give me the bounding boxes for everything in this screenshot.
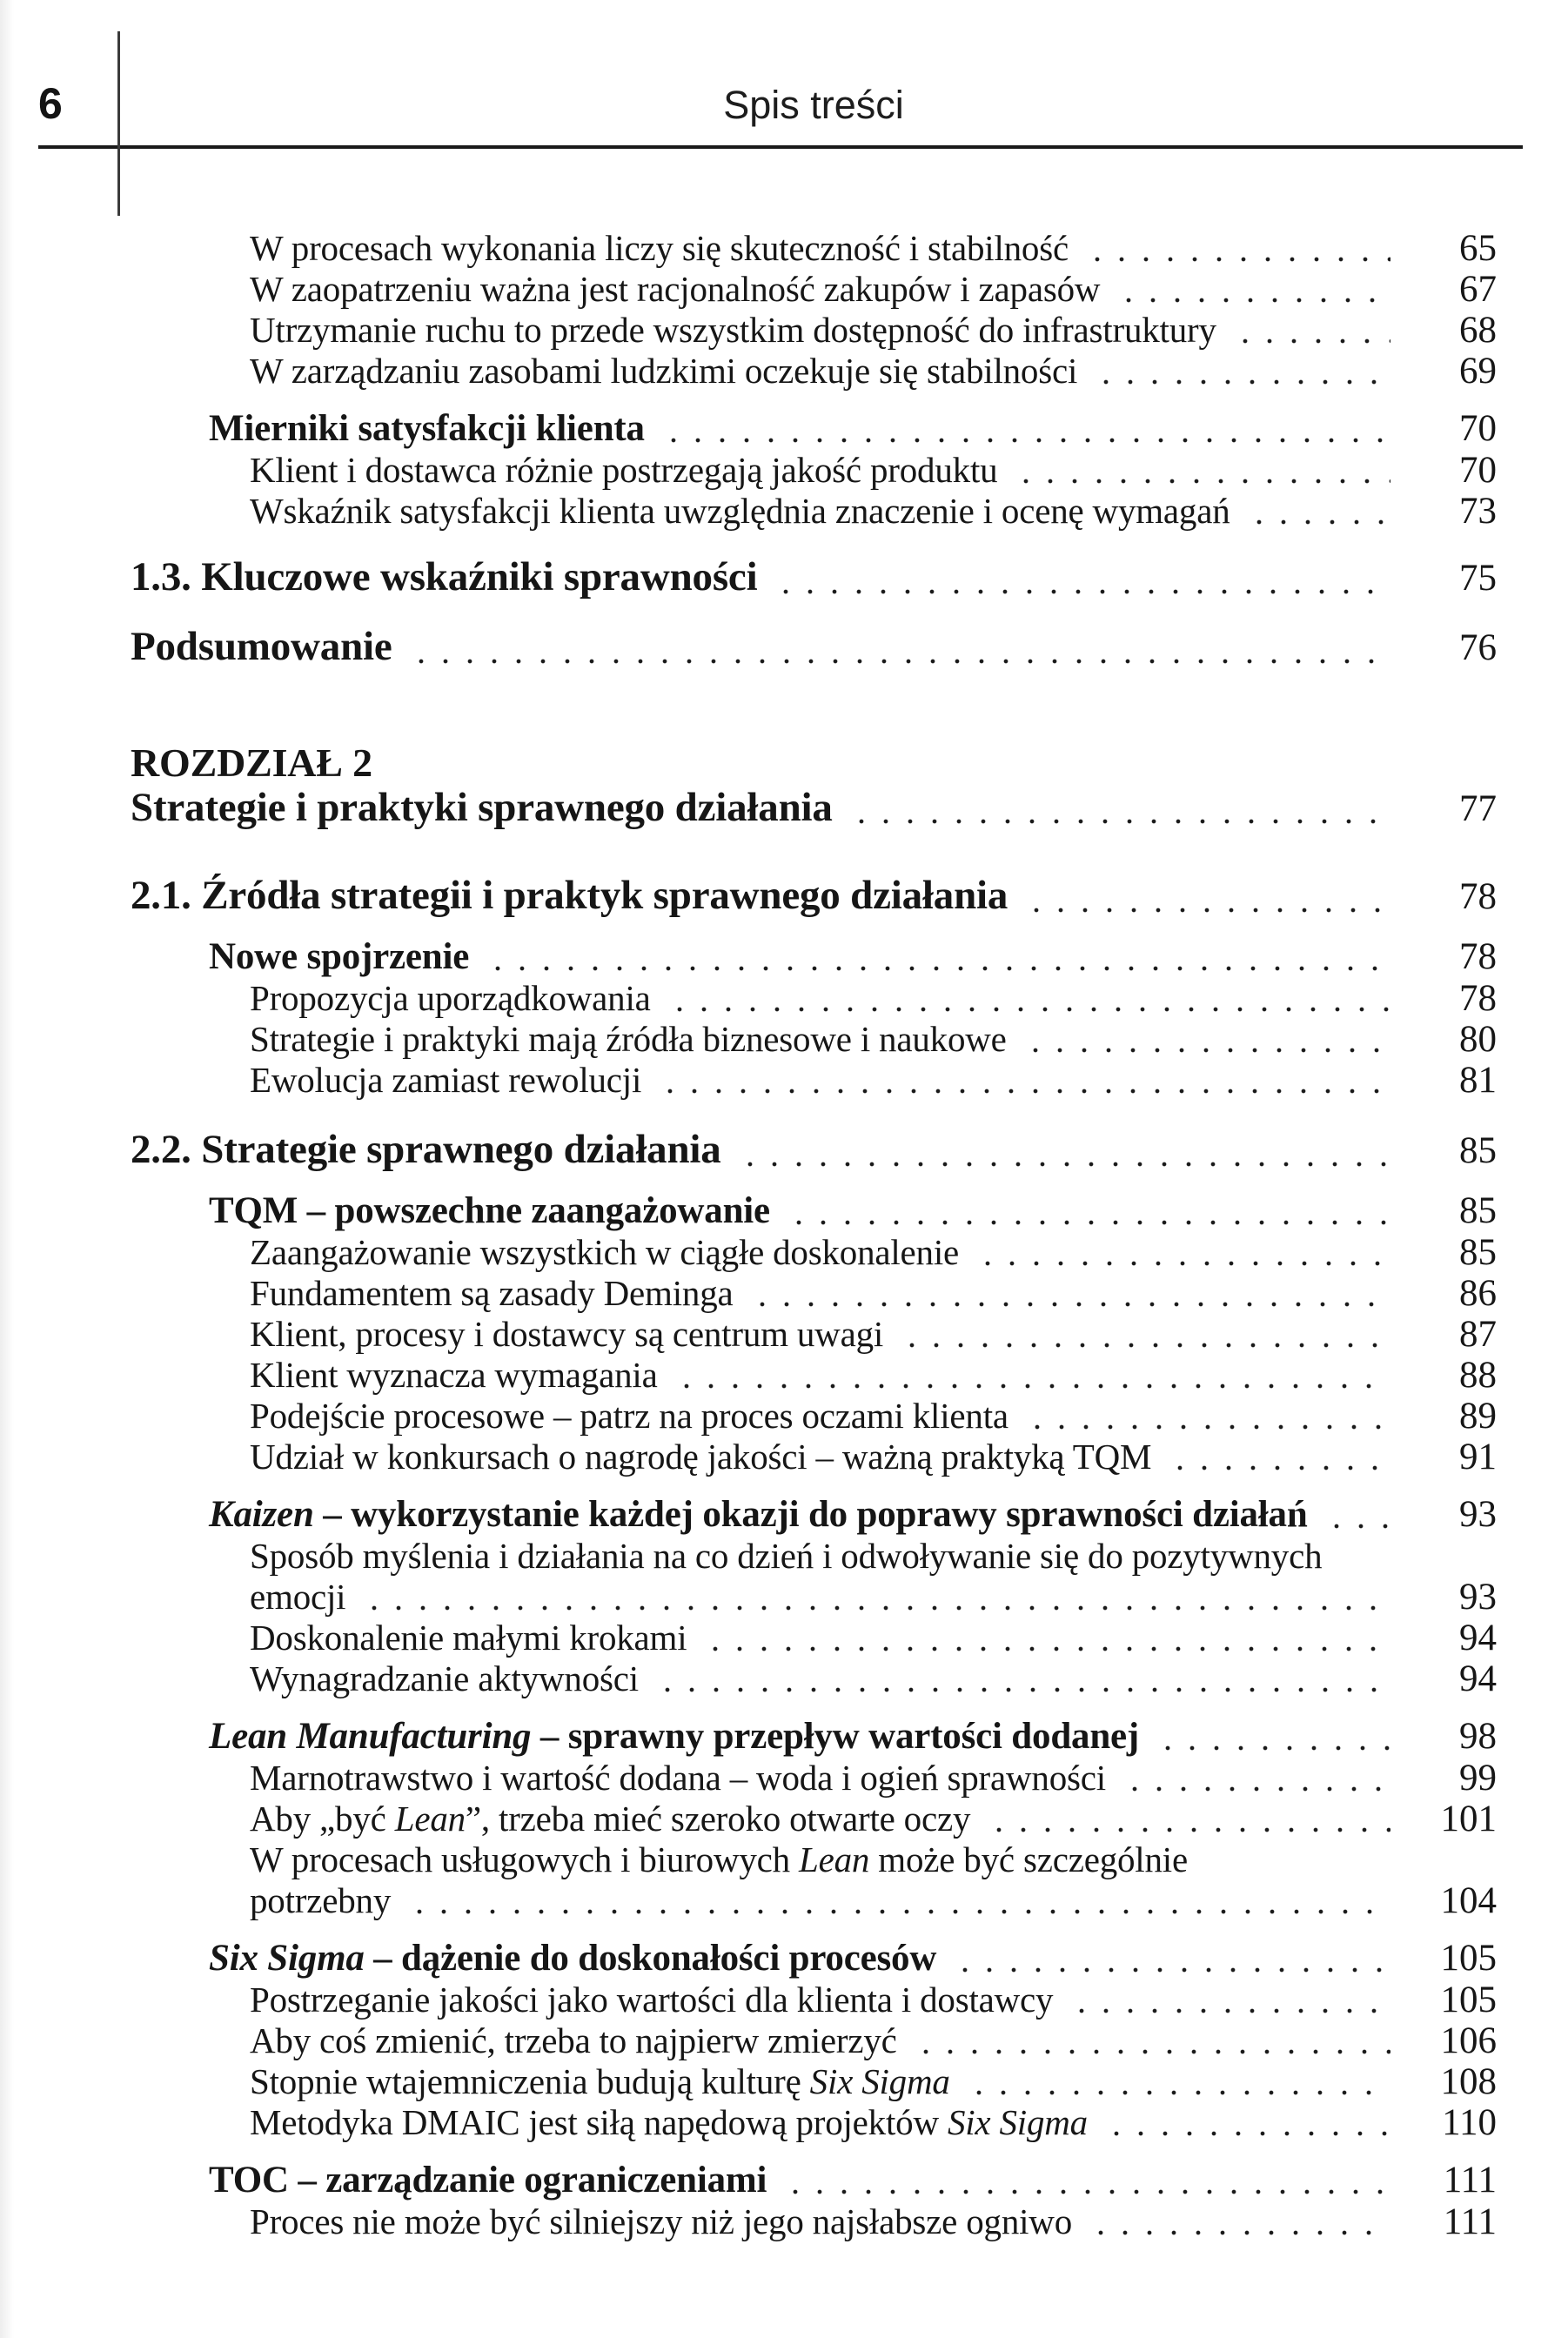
dotted-leader (653, 1083, 1390, 1101)
toc-entry-page-number: 104 (1440, 1880, 1497, 1921)
toc-entry-page-number: 94 (1459, 1618, 1497, 1658)
toc-entry-page-number: 111 (1443, 2201, 1497, 2242)
dotted-leader (733, 1156, 1390, 1174)
toc-entry (131, 624, 1497, 671)
toc-entry-page-number: 78 (1459, 978, 1497, 1019)
toc-entry-page-number: 67 (1459, 269, 1497, 310)
toc-entry-page-number: 110 (1442, 2102, 1497, 2143)
toc-entry (131, 1127, 1497, 1174)
toc-entry-title: Strategie i praktyki mają źródła biznesowe i naukowe (250, 1019, 1007, 1059)
toc-entry-page-number: 80 (1459, 1019, 1497, 1060)
toc-entry (250, 1658, 1497, 1699)
toc-entry (250, 1396, 1497, 1437)
toc-entry-title: Sposób myślenia i działania na co dzień i odwoływanie się do pozytywnych (250, 1536, 1323, 1576)
dotted-leader (1242, 514, 1390, 532)
dotted-leader (1228, 333, 1390, 351)
toc-entry-title: Podsumowanie (131, 624, 392, 669)
dotted-leader (480, 961, 1390, 978)
toc-entry-title: Metodyka DMAIC jest siłą napędową projektów Six Sigma (250, 2102, 1088, 2142)
toc-entry-page-number: 65 (1459, 228, 1497, 269)
toc-entry-title: Strategie i praktyki sprawnego działania (131, 785, 833, 830)
dotted-leader (1099, 2126, 1390, 2143)
dotted-leader (402, 1904, 1390, 1921)
dotted-leader (698, 1641, 1390, 1658)
toc-entry-title: Utrzymanie ruchu to przede wszystkim dostępność do infrastruktury (250, 310, 1216, 350)
toc-entry-title: W zarządzaniu zasobami ludzkimi oczekuje się stabilności (250, 351, 1078, 391)
toc-entry-title: Klient, procesy i dostawcy są centrum uwagi (250, 1314, 884, 1354)
toc-entry (250, 1019, 1497, 1060)
toc-entry-title: emocji (250, 1577, 346, 1617)
toc-entry-title: Klient i dostawca różnie postrzegają jakość produktu (250, 450, 998, 490)
dotted-leader (1018, 1042, 1390, 1060)
dotted-leader (1319, 1518, 1390, 1536)
toc-entry-title: Marnotrawstwo i wartość dodana – woda i ogień sprawności (250, 1758, 1106, 1798)
toc-entry-title: W zaopatrzeniu ważna jest racjonalność zakupów i zapasów (250, 269, 1101, 309)
toc-entry (250, 2102, 1497, 2143)
toc-entry-page-number: 77 (1459, 788, 1497, 829)
toc-entry-page-number: 75 (1459, 558, 1497, 599)
dotted-leader (1008, 473, 1390, 491)
toc-entry-page-number: 70 (1459, 450, 1497, 491)
toc-entry-title: Proces nie może być silniejszy niż jego najsłabsze ogniwo (250, 2201, 1073, 2241)
header-rule (38, 145, 1523, 149)
toc-entry-title: Udział w konkursach o nagrodę jakości – ważną praktyką TQM (250, 1437, 1152, 1477)
toc-list (131, 228, 1497, 2242)
toc-entry-title: ROZDZIAŁ 2 (131, 740, 372, 785)
toc-entry-title: Doskonalenie małymi krokami (250, 1618, 687, 1658)
dotted-leader (844, 814, 1390, 831)
toc-entry-title: Nowe spojrzenie (209, 936, 470, 977)
toc-entry-page-number: 93 (1459, 1577, 1497, 1618)
dotted-leader (982, 1822, 1390, 1839)
toc-entry-title: Mierniki satysfakcji klienta (209, 408, 645, 449)
toc-entry-title: Stopnie wtajemniczenia budują kulturę Six Sigma (250, 2061, 950, 2101)
toc-entry-title: Wskaźnik satysfakcji klienta uwzględnia znaczenie i ocenę wymagań (250, 491, 1230, 531)
dotted-leader (662, 1002, 1390, 1019)
toc-entry-title: Zaangażowanie wszystkich w ciągłe doskonalenie (250, 1232, 960, 1272)
toc-entry (209, 935, 1497, 978)
dotted-leader (1117, 1781, 1390, 1799)
toc-entry (250, 1355, 1497, 1396)
toc-entry-page-number: 85 (1459, 1130, 1497, 1171)
toc-entry (209, 1493, 1497, 1536)
toc-entry-title: TQM – powszechne zaangażowanie (209, 1190, 770, 1231)
dotted-leader (768, 584, 1390, 601)
toc-entry (250, 2061, 1497, 2102)
dotted-leader (1080, 251, 1390, 269)
toc-entry-page-number: 76 (1459, 627, 1497, 668)
gutter-crease-line (117, 31, 120, 216)
toc-entry (250, 269, 1497, 310)
dotted-leader (650, 1682, 1390, 1699)
toc-entry-page-number: 91 (1459, 1437, 1497, 1477)
toc-entry-title: Propozycja uporządkowania (250, 978, 651, 1018)
scan-edge-shadow (0, 0, 14, 2338)
toc-entry (209, 1937, 1497, 1980)
toc-entry (250, 1232, 1497, 1273)
toc-entry-page-number: 69 (1459, 351, 1497, 392)
toc-entry-page-number: 99 (1459, 1758, 1497, 1799)
toc-entry (250, 1536, 1497, 1577)
toc-entry (131, 873, 1497, 920)
toc-entry-page-number: 94 (1459, 1658, 1497, 1699)
toc-entry (250, 1437, 1497, 1477)
toc-entry (250, 1839, 1497, 1880)
toc-entry-page-number: 78 (1459, 876, 1497, 917)
dotted-leader (1020, 1419, 1390, 1437)
dotted-leader (895, 1337, 1390, 1355)
dotted-leader (1019, 902, 1390, 920)
toc-entry-title: 1.3. Kluczowe wskaźniki sprawności (131, 554, 758, 600)
toc-entry-page-number: 105 (1440, 1938, 1497, 1979)
toc-entry (250, 450, 1497, 491)
toc-entry-title: Postrzeganie jakości jako wartości dla klienta i dostawcy (250, 1980, 1054, 2020)
toc-entry-title: Kaizen – wykorzystanie każdej okazji do poprawy sprawności działań (209, 1494, 1308, 1535)
toc-entry-page-number: 88 (1459, 1355, 1497, 1396)
toc-entry (250, 1980, 1497, 2020)
dotted-leader (962, 2085, 1390, 2102)
toc-entry-title: Fundamentem są zasady Deminga (250, 1273, 734, 1313)
toc-entry (131, 740, 1497, 786)
toc-entry (250, 1577, 1497, 1618)
dotted-leader (908, 2044, 1390, 2061)
toc-entry (250, 351, 1497, 392)
toc-entry-page-number: 93 (1459, 1494, 1497, 1535)
toc-entry (250, 1880, 1497, 1921)
toc-entry-title: Aby coś zmienić, trzeba to najpierw zmierzyć (250, 2020, 897, 2060)
toc-entry-title: Aby „być Lean”, trzeba mieć szeroko otwarte oczy (250, 1799, 971, 1839)
toc-entry-page-number: 81 (1459, 1060, 1497, 1101)
dotted-leader (1089, 374, 1390, 392)
toc-entry-page-number: 85 (1459, 1232, 1497, 1273)
toc-entry-title: W procesach usługowych i biurowych Lean może być szczególnie (250, 1839, 1188, 1879)
toc-entry-page-number: 106 (1440, 2020, 1497, 2061)
dotted-leader (404, 653, 1390, 671)
toc-entry-page-number: 105 (1440, 1980, 1497, 2020)
toc-entry (250, 2020, 1497, 2061)
toc-entry-page-number: 73 (1459, 491, 1497, 532)
dotted-leader (778, 2184, 1390, 2201)
toc-entry-title: Klient wyznacza wymagania (250, 1355, 658, 1395)
toc-entry-page-number: 68 (1459, 310, 1497, 351)
toc-entry-page-number: 111 (1443, 2160, 1497, 2201)
toc-entry (250, 2201, 1497, 2242)
toc-entry-page-number: 78 (1459, 936, 1497, 977)
toc-entry-title: W procesach wykonania liczy się skuteczność i stabilność (250, 228, 1069, 268)
dotted-leader (1083, 2225, 1390, 2242)
toc-entry (250, 1618, 1497, 1658)
toc-entry (250, 978, 1497, 1019)
toc-entry-title: Lean Manufacturing – sprawny przepływ wartości dodanej (209, 1716, 1140, 1757)
toc-entry (250, 1314, 1497, 1355)
toc-entry-title: 2.1. Źródła strategii i praktyk sprawnego działania (131, 873, 1008, 918)
toc-entry-title: Six Sigma – dążenie do doskonałości procesów (209, 1938, 937, 1979)
toc-entry-title: Wynagradzanie aktywności (250, 1658, 639, 1698)
dotted-leader (781, 1215, 1390, 1232)
toc-entry (250, 491, 1497, 532)
dotted-leader (669, 1378, 1390, 1396)
toc-entry-title: TOC – zarządzanie ograniczeniami (209, 2160, 767, 2201)
toc-entry (209, 407, 1497, 450)
toc-entry (250, 1799, 1497, 1839)
dotted-leader (357, 1600, 1390, 1618)
running-head-title: Spis treści (723, 83, 904, 127)
toc-entry (250, 310, 1497, 351)
toc-entry (209, 1715, 1497, 1758)
toc-entry-title: Ewolucja zamiast rewolucji (250, 1060, 642, 1100)
toc-entry (250, 1273, 1497, 1314)
dotted-leader (745, 1296, 1390, 1314)
toc-entry-page-number: 70 (1459, 408, 1497, 449)
dotted-leader (656, 432, 1390, 450)
dotted-leader (1064, 2003, 1390, 2020)
toc-entry-page-number: 85 (1459, 1190, 1497, 1231)
toc-entry (209, 2159, 1497, 2201)
toc-entry (209, 1189, 1497, 1232)
toc-entry-page-number: 89 (1459, 1396, 1497, 1437)
toc-entry (131, 786, 1497, 831)
dotted-leader (948, 1962, 1390, 1980)
toc-entry-page-number: 101 (1440, 1799, 1497, 1839)
toc-entry-page-number: 98 (1459, 1716, 1497, 1757)
dotted-leader (1111, 292, 1390, 310)
dotted-leader (1163, 1460, 1390, 1477)
toc-entry-title: 2.2. Strategie sprawnego działania (131, 1127, 721, 1172)
toc-entry-page-number: 86 (1459, 1273, 1497, 1314)
toc-entry (131, 554, 1497, 601)
toc-entry (250, 1758, 1497, 1799)
dotted-leader (970, 1256, 1390, 1273)
toc-entry (250, 228, 1497, 269)
toc-entry (250, 1060, 1497, 1101)
dotted-leader (1150, 1740, 1390, 1758)
toc-entry-page-number: 108 (1440, 2061, 1497, 2102)
folio-page-number: 6 (38, 79, 63, 128)
toc-entry-title: potrzebny (250, 1880, 392, 1920)
toc-entry-page-number: 87 (1459, 1314, 1497, 1355)
toc-entry-title: Podejście procesowe – patrz na proces oczami klienta (250, 1396, 1008, 1436)
